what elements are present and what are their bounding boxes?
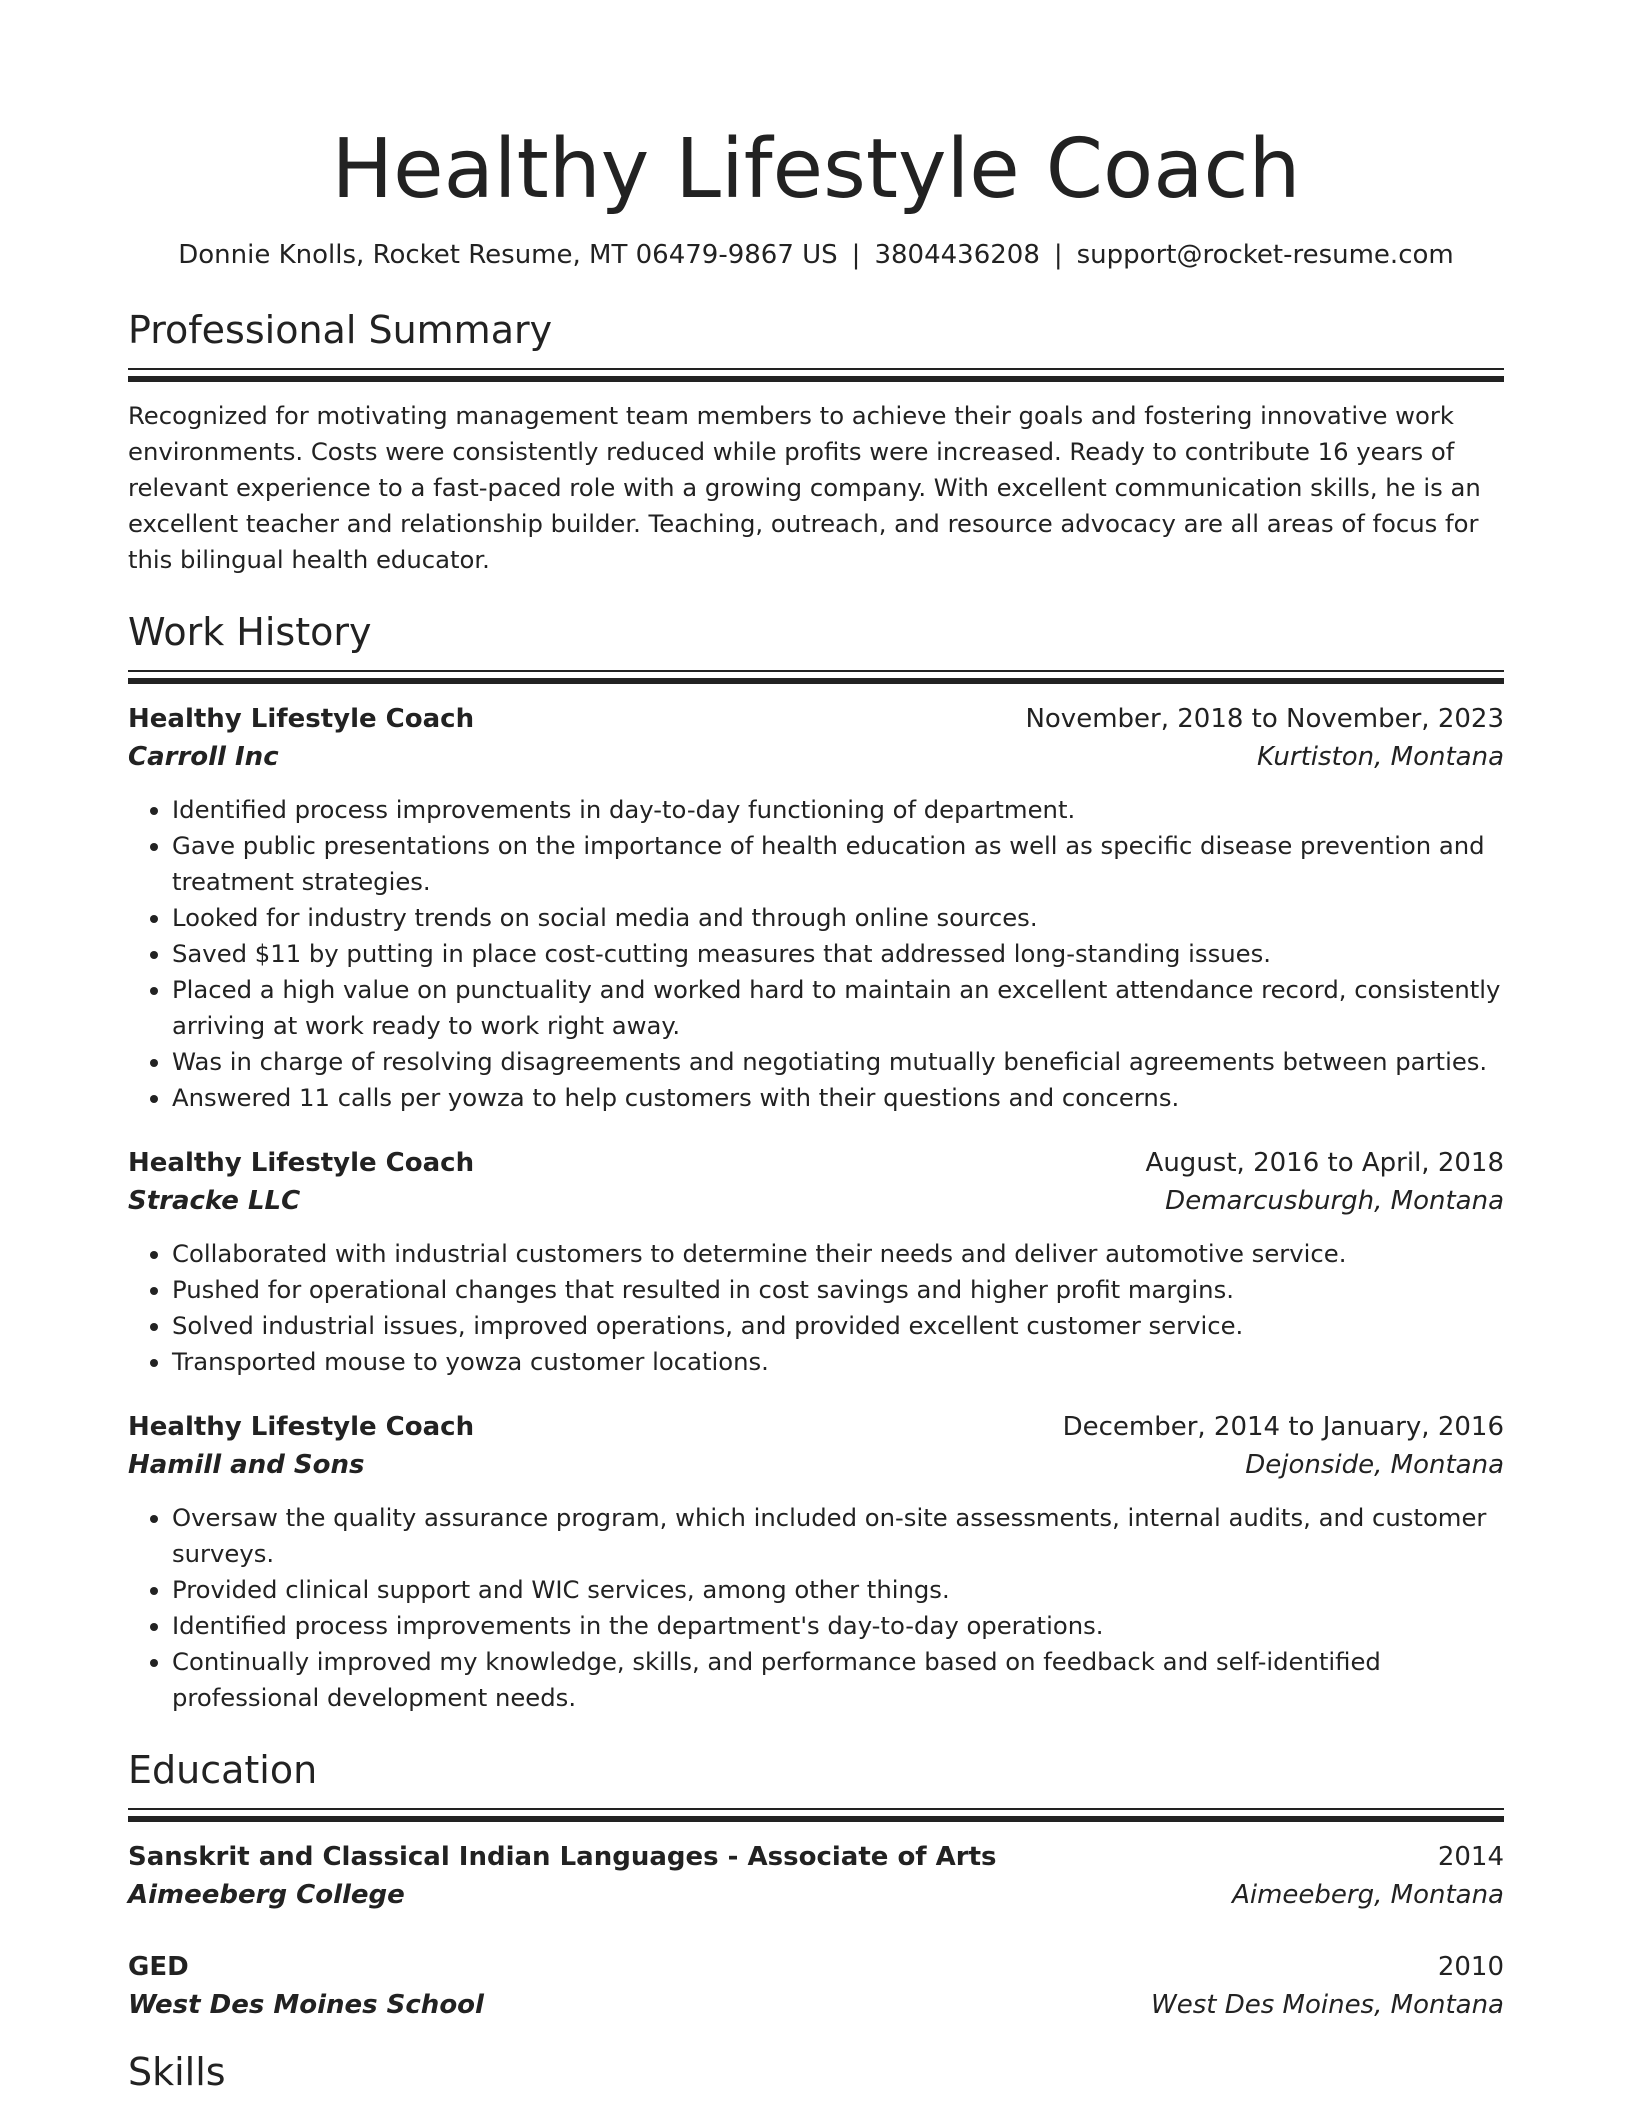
education-location: West Des Moines, Montana [1150,1990,1504,2020]
job-bullet: • Solved industrial issues, improved operations, and provided excellent customer service. [172,1308,1504,1344]
contact-address: Donnie Knolls, Rocket Resume, MT 06479-9867 US [178,240,838,270]
job-bullet: • Answered 11 calls per yowza to help customers with their questions and concerns. [172,1080,1504,1116]
job-bullet: • Looked for industry trends on social media and through online sources. [172,900,1504,936]
summary-text: Recognized for motivating management team members to achieve their goals and fostering innovative work environments. Costs were consistently reduced while profits were increased. Ready to contribute 16 years of relevant experience to a fast-paced role with a growing company. With excellent communication skills, he is an excellent teacher and relationship builder. Teaching, outreach, and resource advocacy are all areas of focus for this bilingual health educator. [128,401,1481,574]
resume-title: Healthy Lifestyle Coach [331,122,1301,217]
job-dates: August, 2016 to April, 2018 [1145,1148,1504,1178]
education-subheader [128,1986,1504,2024]
work-history-section [128,608,1504,1716]
contact-line [128,238,1504,272]
contact-phone: 3804436208 [874,240,1040,270]
resume-page [128,0,1504,2096]
section-divider-thick [128,1816,1504,1822]
job-title: Healthy Lifestyle Coach [128,704,475,734]
job-header [128,1408,1504,1446]
job-bullet: • Gave public presentations on the importance of health education as well as specific disease prevention and treatment strategies. [172,828,1504,900]
section-heading-work-history: Work History [128,610,372,654]
job-bullets [128,1236,1504,1380]
education-section [128,1746,1504,2024]
job-bullet: • Collaborated with industrial customers to determine their needs and deliver automotive service. [172,1236,1504,1272]
education-header [128,1838,1504,1876]
job-bullet: • Identified process improvements in day-to-day functioning of department. [172,792,1504,828]
job-header [128,1144,1504,1182]
education-entry [128,1838,1504,1914]
education-header [128,1948,1504,1986]
job-bullet: • Identified process improvements in the department's day-to-day operations. [172,1608,1504,1644]
job-title: Healthy Lifestyle Coach [128,1148,475,1178]
job-title: Healthy Lifestyle Coach [128,1412,475,1442]
job-bullet: • Placed a high value on punctuality and worked hard to maintain an excellent attendance record, consistently arriving at work ready to work right away. [172,972,1504,1044]
education-location: Aimeeberg, Montana [1232,1880,1504,1910]
job-subheader [128,738,1504,776]
section-divider-thick [128,678,1504,684]
job-entry [128,1408,1504,1716]
job-company: Hamill and Sons [128,1450,365,1480]
job-dates: November, 2018 to November, 2023 [1025,704,1504,734]
job-bullet: • Transported mouse to yowza customer locations. [172,1344,1504,1380]
job-header [128,700,1504,738]
education-year: 2010 [1437,1952,1504,1982]
job-location: Kurtiston, Montana [1257,742,1504,772]
job-bullet: • Was in charge of resolving disagreements and negotiating mutually beneficial agreements between parties. [172,1044,1504,1080]
education-entry [128,1948,1504,2024]
contact-separator: | [851,240,861,270]
education-school: Aimeeberg College [128,1880,405,1910]
contact-email: support@rocket-resume.com [1076,240,1454,270]
section-heading-summary: Professional Summary [128,308,553,352]
job-entry [128,1144,1504,1380]
job-bullet: • Continually improved my knowledge, skills, and performance based on feedback and self-identified professional development needs. [172,1644,1504,1716]
contact-separator: | [1053,240,1063,270]
job-dates: December, 2014 to January, 2016 [1062,1412,1504,1442]
job-location: Dejonside, Montana [1245,1450,1504,1480]
job-company: Carroll Inc [128,742,279,772]
skills-section [128,2048,1504,2096]
section-divider-thin [128,1808,1504,1810]
job-bullet: • Pushed for operational changes that resulted in cost savings and higher profit margins. [172,1272,1504,1308]
education-subheader [128,1876,1504,1914]
job-bullets [128,1500,1504,1716]
job-entry [128,700,1504,1116]
education-degree: Sanskrit and Classical Indian Languages - Associate of Arts [128,1842,997,1872]
section-heading-education: Education [128,1748,318,1792]
job-bullet: • Provided clinical support and WIC services, among other things. [172,1572,1504,1608]
job-bullet: • Saved $11 by putting in place cost-cutting measures that addressed long-standing issues. [172,936,1504,972]
section-divider-thin [128,368,1504,370]
job-subheader [128,1182,1504,1220]
education-degree: GED [128,1952,189,1982]
job-location: Demarcusburgh, Montana [1165,1186,1504,1216]
education-year: 2014 [1437,1842,1504,1872]
job-bullets [128,792,1504,1116]
job-subheader [128,1446,1504,1484]
education-school: West Des Moines School [128,1990,484,2020]
section-heading-skills: Skills [128,2050,226,2094]
job-company: Stracke LLC [128,1186,301,1216]
section-divider-thick [128,376,1504,382]
summary-section [128,306,1504,578]
job-bullet: • Oversaw the quality assurance program, which included on-site assessments, internal audits, and customer surveys. [172,1500,1504,1572]
section-divider-thin [128,670,1504,672]
